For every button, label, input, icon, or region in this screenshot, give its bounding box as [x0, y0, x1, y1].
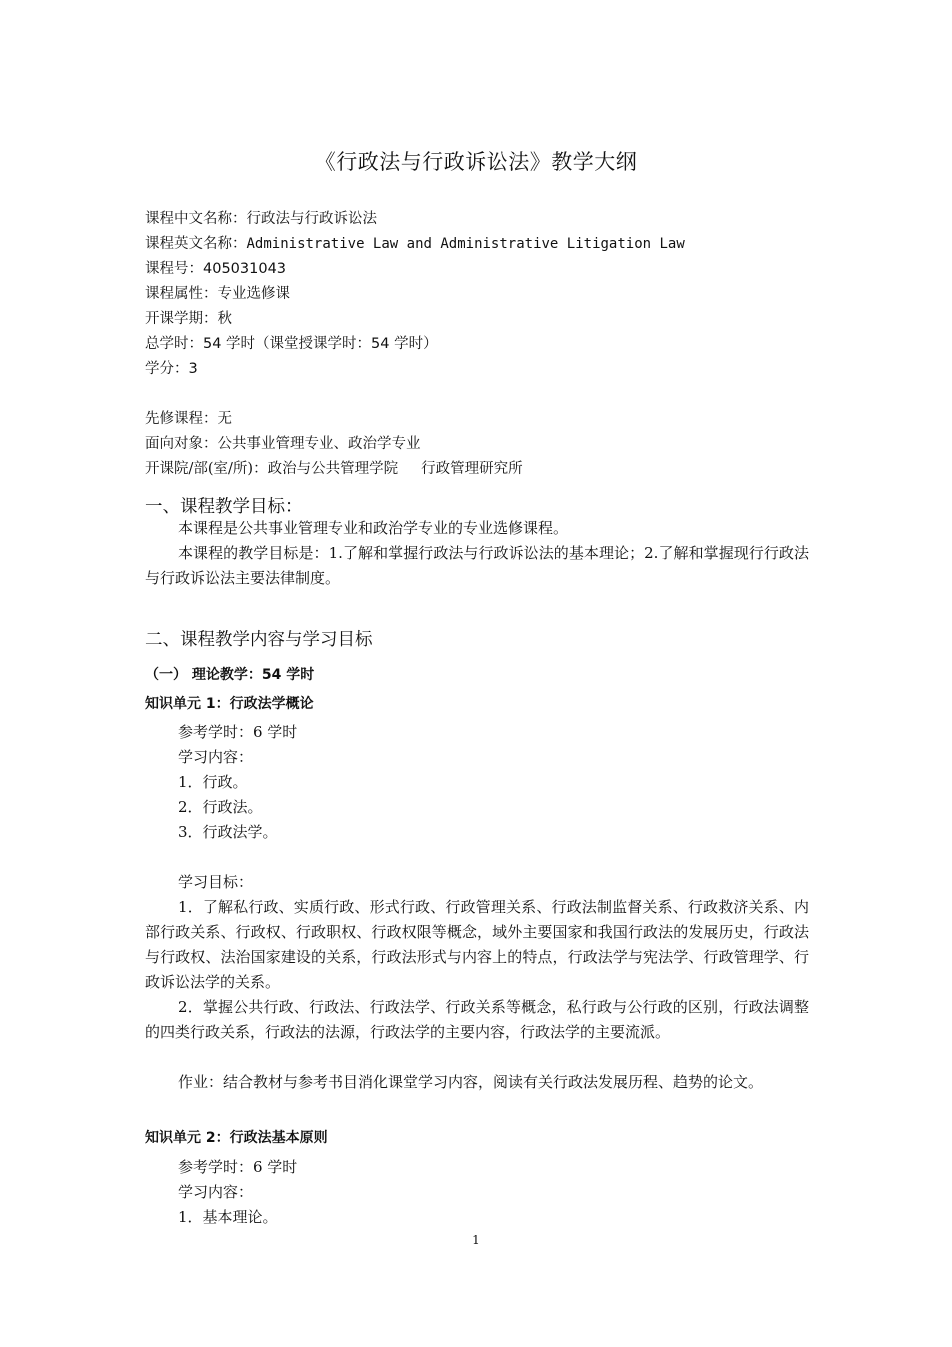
section-heading-objectives: 一、课程教学目标： — [145, 497, 303, 517]
info-label: 课程中文名称： — [145, 211, 247, 227]
unit1-homework — [145, 1070, 809, 1095]
info-value: 秋 — [217, 311, 232, 327]
info-label: 开课学期： — [145, 311, 218, 327]
content-label: 学习内容： — [178, 1183, 254, 1201]
unit-title: 知识单元 1：行政法学概论 — [145, 696, 314, 712]
document-title: 《行政法与行政诉讼法》教学大纲 — [314, 150, 638, 174]
info-row-term — [145, 307, 685, 332]
course-info-block-2 — [145, 407, 523, 482]
info-value: 无 — [217, 411, 232, 427]
info-value: 405031043 — [203, 261, 287, 277]
info-value: 3 — [188, 361, 198, 377]
paragraph: 本课程的教学目标是：1.了解和掌握行政法与行政诉讼法的基本理论；2.了解和掌握现行行政法与行政诉讼法主要法律制度。 — [145, 544, 809, 587]
paragraph: 本课程是公共事业管理专业和政治学专业的专业选修课程。 — [178, 519, 569, 537]
info-row-prereq — [145, 407, 523, 432]
info-row-en-name — [145, 232, 685, 257]
info-row-cn-name — [145, 207, 685, 232]
unit-title: 知识单元 2：行政法基本原则 — [145, 1130, 328, 1146]
info-label: 总学时： — [145, 336, 203, 352]
info-label: 课程属性： — [145, 286, 218, 302]
paragraph: 2．掌握公共行政、行政法、行政法学、行政关系等概念，私行政与公行政的区别，行政法调整的四类行政关系，行政法的法源，行政法学的主要内容，行政法学的主要流派。 — [145, 998, 809, 1041]
unit1-goals — [145, 895, 809, 1045]
info-value: 行政法与行政诉讼法 — [246, 211, 377, 227]
info-label: 开课院/部(室/所)： — [145, 461, 268, 477]
info-label: 课程号： — [145, 261, 203, 277]
content-label: 学习内容： — [178, 748, 254, 766]
info-row-attr — [145, 282, 685, 307]
list-item: 1．基本理论。 — [178, 1208, 278, 1226]
unit-hours: 参考学时：6 学时 — [178, 1158, 298, 1176]
info-value: 专业选修课 — [217, 286, 290, 302]
page-number: 1 — [472, 1233, 480, 1247]
subsection-heading: （一） 理论教学：54 学时 — [145, 667, 315, 683]
paragraph: 作业：结合教材与参考书目消化课堂学习内容，阅读有关行政法发展历程、趋势的论文。 — [178, 1073, 764, 1091]
goals-label: 学习目标： — [178, 873, 254, 891]
info-value: 公共事业管理专业、政治学专业 — [217, 436, 421, 452]
info-label: 课程英文名称： — [145, 236, 247, 252]
info-value: 54 学时（课堂授课学时：54 学时） — [203, 336, 438, 352]
info-row-dept — [145, 457, 523, 482]
unit-hours: 参考学时：6 学时 — [178, 723, 298, 741]
info-value: 政治与公共管理学院 行政管理研究所 — [267, 461, 523, 477]
info-row-code — [145, 257, 685, 282]
list-item: 3．行政法学。 — [178, 823, 278, 841]
info-value: Administrative Law and Administrative Litigation Law — [246, 236, 685, 252]
info-label: 面向对象： — [145, 436, 218, 452]
list-item: 2．行政法。 — [178, 798, 263, 816]
paragraph: 1．了解私行政、实质行政、形式行政、行政管理关系、行政法制监督关系、行政救济关系、内部行政关系、行政权、行政职权、行政权限等概念，域外主要国家和我国行政法的发展历史，行政法与行政权、法治国家建设的关系，行政法形式与内容上的特点，行政法学与宪法学、行政管理学、行政诉讼法学的关系。 — [145, 898, 809, 991]
section-heading-content: 二、课程教学内容与学习目标 — [145, 630, 373, 650]
unit1-content — [178, 720, 297, 845]
unit2-content — [178, 1155, 297, 1230]
info-row-hours — [145, 332, 685, 357]
list-item: 1．行政。 — [178, 773, 248, 791]
info-row-credit — [145, 357, 685, 382]
info-label: 学分： — [145, 361, 189, 377]
info-row-audience — [145, 432, 523, 457]
objectives-body — [145, 516, 809, 591]
course-info-block — [145, 207, 685, 382]
info-label: 先修课程： — [145, 411, 218, 427]
